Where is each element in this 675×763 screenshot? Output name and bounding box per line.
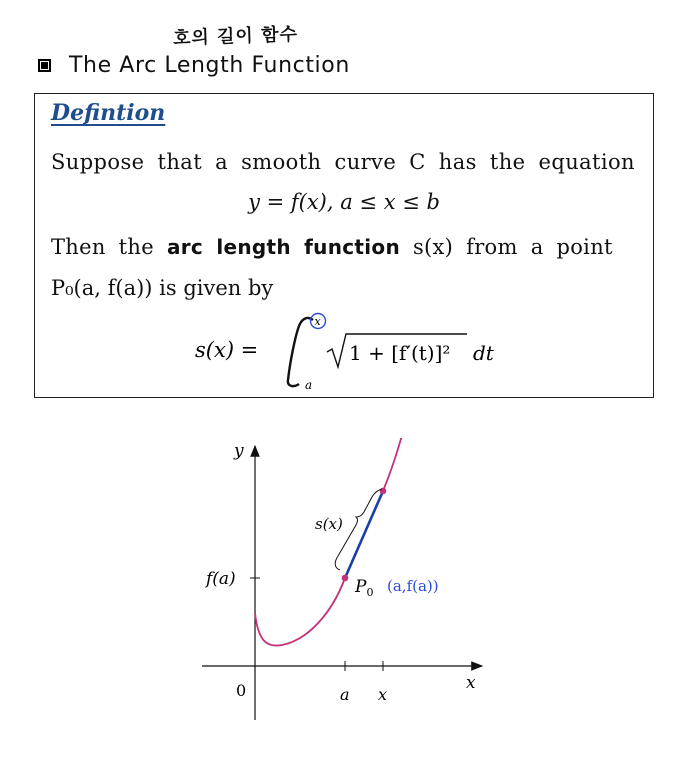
origin-label: 0 bbox=[236, 681, 247, 700]
lower-limit: a bbox=[305, 378, 313, 392]
arc-length-formula bbox=[195, 312, 515, 392]
tick-a-label: a bbox=[340, 685, 350, 704]
section-header bbox=[38, 50, 350, 80]
handwritten-point-annotation: (a,f(a)) bbox=[387, 577, 439, 595]
sentence-2-end: s(x) from a point bbox=[412, 235, 613, 259]
section-title: The Arc Length Function bbox=[69, 52, 350, 78]
definition-sentence-3: P₀(a, f(a)) is given by bbox=[51, 276, 274, 300]
definition-sentence-2 bbox=[51, 235, 613, 259]
y-tick-label: f(a) bbox=[206, 569, 236, 589]
definition-heading: Defintion bbox=[51, 100, 166, 126]
point-p0-dot bbox=[342, 575, 349, 582]
point-label: $P_0$ bbox=[355, 577, 374, 599]
x-axis-label: x bbox=[466, 673, 476, 693]
upper-limit: x bbox=[314, 315, 321, 328]
differential: dt bbox=[473, 341, 494, 365]
tick-x-label: x bbox=[378, 685, 388, 704]
curve-f bbox=[255, 438, 404, 646]
handwritten-note: 호의 길이 함수 bbox=[172, 23, 299, 50]
arc-length-figure bbox=[190, 438, 490, 728]
y-axis-label: y bbox=[234, 441, 244, 461]
arc-label: s(x) bbox=[315, 515, 343, 533]
formula-lhs: s(x) = bbox=[195, 338, 259, 362]
point-x-dot bbox=[380, 488, 387, 495]
curve-equation: y = f(x), a ≤ x ≤ b bbox=[248, 190, 440, 214]
integrand: 1 + [f′(t)]² bbox=[349, 341, 451, 365]
sentence-2-start: Then the bbox=[51, 235, 154, 259]
definition-sentence-1: Suppose that a smooth curve C has the equation bbox=[51, 150, 635, 174]
definition-box bbox=[34, 93, 654, 398]
arc-length-term: arc length function bbox=[166, 235, 400, 259]
integral-sign-icon bbox=[288, 318, 313, 386]
square-bullet-icon bbox=[38, 59, 51, 72]
